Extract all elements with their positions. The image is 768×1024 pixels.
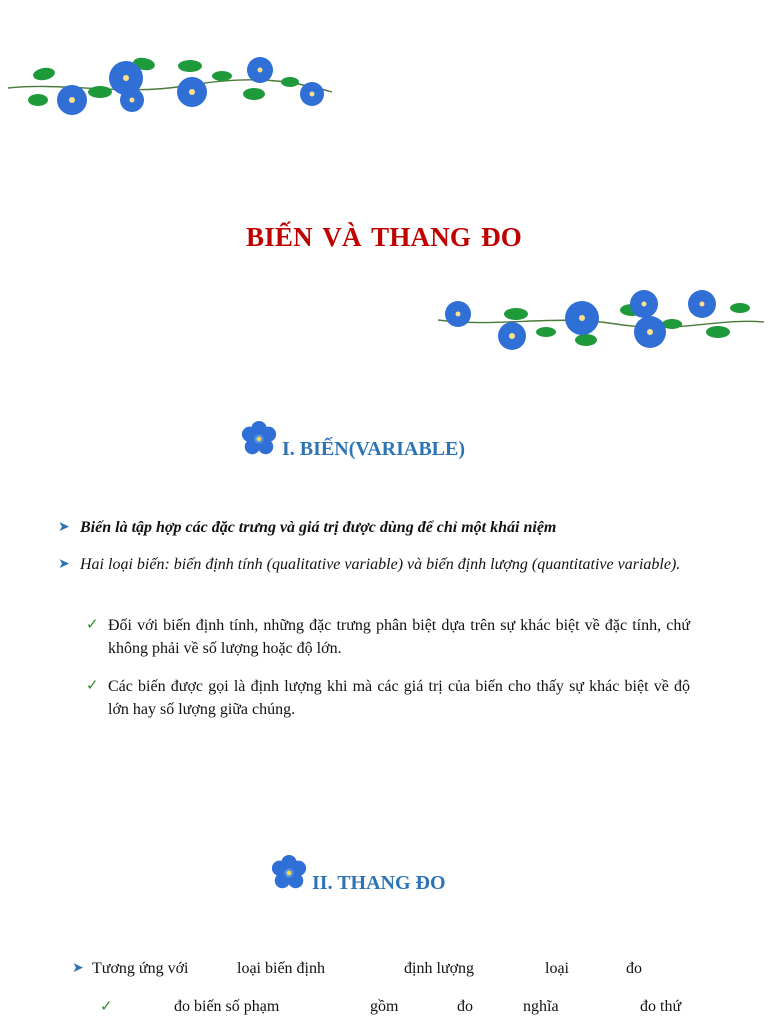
section-heading-scale — [270, 864, 446, 902]
row-fragment: loại — [545, 960, 569, 977]
check-text: Đối với biến định tính, những đặc trưng phân biệt dựa trên sự khác biệt về đặc tính, chứ không phải về số lượng hoặc độ lớn. — [108, 617, 690, 657]
arrow-bullet-icon: ➤ — [72, 961, 84, 976]
flower-garland-top — [4, 52, 336, 122]
section-heading-text: II. THANG ĐO — [312, 871, 446, 894]
bullet-text: Hai loại biến: biến định tính (qualitative variable) và biến định lượng (quantitative variable). — [80, 556, 681, 573]
arrow-bullet-icon: ➤ — [58, 557, 70, 572]
bullet-item — [58, 553, 690, 576]
bullet-text: Biến là tập hợp các đặc trưng và giá trị được dùng để chỉ một khái niệm — [80, 519, 557, 536]
blue-flower-icon — [270, 854, 308, 892]
checkmark-icon: ✓ — [86, 617, 99, 633]
bullet-item — [58, 516, 690, 539]
arrow-bullet-icon: ➤ — [58, 520, 70, 535]
flower-garland-middle — [436, 288, 766, 354]
row-fragment: đo — [457, 998, 473, 1015]
row-fragment: nghĩa — [523, 998, 559, 1015]
checkmark-icon: ✓ — [86, 678, 99, 694]
row-fragment: gồm — [370, 998, 399, 1015]
row-fragment: định lượng — [404, 960, 475, 977]
page-title: BIẾN VÀ THANG ĐO — [245, 222, 522, 252]
check-item — [86, 675, 690, 721]
section-heading-variable — [240, 430, 465, 468]
blue-flower-icon — [240, 420, 278, 458]
row-fragment: Tương ứng với — [92, 960, 189, 977]
check-text: Các biến được gọi là định lượng khi mà các giá trị của biến cho thấy sự khác biệt về độ lớn hay số lượng giữa chúng. — [108, 678, 690, 718]
row-fragment: đo biến số phạm — [174, 998, 280, 1015]
check-item — [86, 614, 690, 660]
row-fragment: đo — [626, 960, 642, 977]
section-heading-text: I. BIẾN(VARIABLE) — [282, 437, 466, 460]
row-fragment: loại biến định — [237, 960, 325, 977]
checkmark-icon: ✓ — [100, 999, 113, 1015]
row-fragment: đo thứ — [640, 998, 682, 1015]
